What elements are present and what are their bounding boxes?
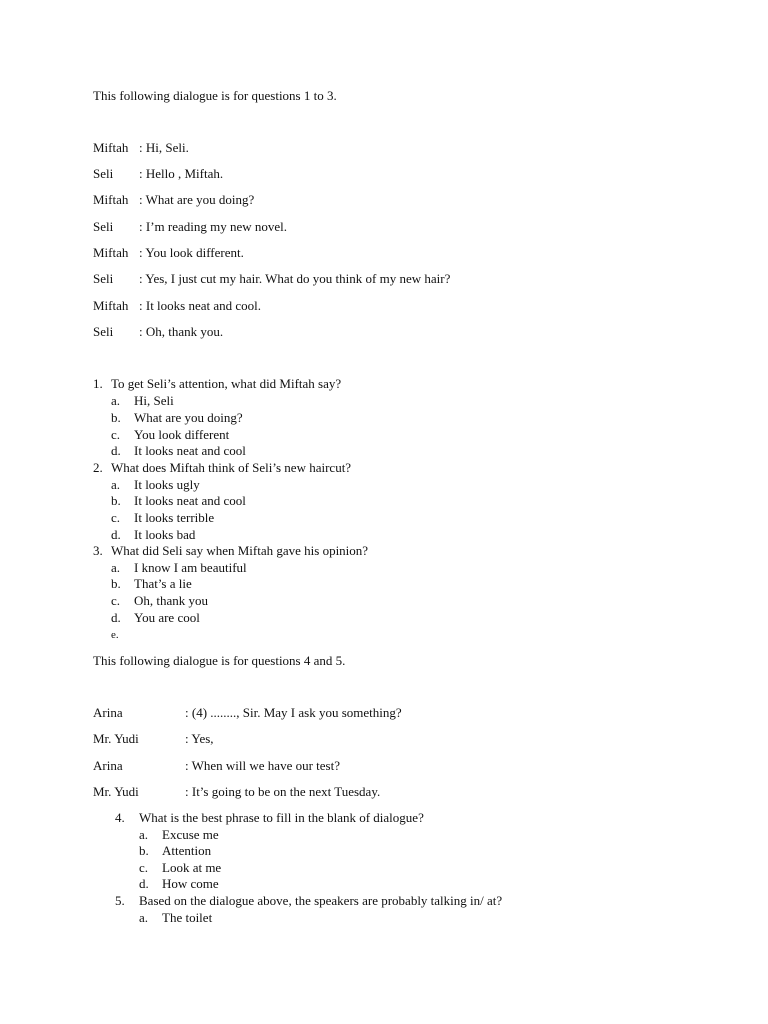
speaker-name: Miftah [93, 140, 129, 155]
dialogue-line: : Hello , Miftah. [139, 166, 224, 181]
option-letter: a. [111, 560, 121, 575]
option-letter: d. [111, 610, 121, 625]
question-text: What is the best phrase to fill in the blank of dialogue? [139, 810, 424, 825]
option-text: It looks neat and cool [134, 493, 246, 508]
question-text: What did Seli say when Miftah gave his opinion? [111, 543, 369, 558]
dialogue-line: : I’m reading my new novel. [139, 219, 288, 234]
speaker-name: Arina [93, 705, 123, 720]
dialogue-line: : It’s going to be on the next Tuesday. [185, 784, 381, 799]
option-letter: b. [139, 843, 149, 858]
question-number: 4. [115, 810, 125, 825]
dialogue-line: : You look different. [139, 245, 244, 260]
option-letter: c. [111, 593, 121, 608]
option-text: You are cool [134, 610, 200, 625]
speaker-name: Seli [93, 271, 114, 286]
option-text: It looks ugly [134, 477, 200, 492]
speaker-name: Seli [93, 324, 114, 339]
option-letter: d. [111, 527, 121, 542]
option-letter: a. [111, 393, 121, 408]
dialogue-line: : What are you doing? [139, 192, 255, 207]
question-number: 5. [115, 893, 125, 908]
speaker-name: Seli [93, 166, 114, 181]
option-text: It looks terrible [134, 510, 215, 525]
speaker-name: Miftah [93, 192, 129, 207]
dialogue-line: : When will we have our test? [185, 758, 340, 773]
speaker-name: Mr. Yudi [93, 731, 139, 746]
dialogue-line: : Hi, Seli. [139, 140, 189, 155]
option-letter: c. [111, 510, 121, 525]
intro-heading-1: This following dialogue is for questions 1 to 3. [93, 88, 337, 103]
option-letter: a. [111, 477, 121, 492]
dialogue-line: : Yes, I just cut my hair. What do you think of my new hair? [139, 271, 451, 286]
option-letter: a. [139, 827, 149, 842]
option-letter: d. [111, 443, 121, 458]
option-text: It looks bad [134, 527, 196, 542]
intro-heading-2: This following dialogue is for questions 4 and 5. [93, 653, 346, 668]
option-letter: c. [139, 860, 149, 875]
option-text: I know I am beautiful [134, 560, 247, 575]
option-letter: a. [139, 910, 149, 925]
question-text: What does Miftah think of Seli’s new haircut? [111, 460, 352, 475]
question-number: 1. [93, 376, 103, 391]
speaker-name: Mr. Yudi [93, 784, 139, 799]
option-letter: e. [111, 629, 119, 641]
speaker-name: Miftah [93, 298, 129, 313]
option-text: Look at me [162, 860, 222, 875]
dialogue-line: : Oh, thank you. [139, 324, 224, 339]
question-text: Based on the dialogue above, the speakers are probably talking in/ at? [139, 893, 503, 908]
option-text: That’s a lie [134, 576, 192, 591]
dialogue-line: : Yes, [185, 731, 214, 746]
dialogue-line: : It looks neat and cool. [139, 298, 262, 313]
option-letter: b. [111, 576, 121, 591]
question-number: 3. [93, 543, 103, 558]
option-text: Excuse me [162, 827, 219, 842]
option-letter: b. [111, 493, 121, 508]
option-letter: c. [111, 427, 121, 442]
option-text: Oh, thank you [134, 593, 209, 608]
dialogue-line: : (4) ........, Sir. May I ask you something? [185, 705, 402, 720]
option-text: Attention [162, 843, 212, 858]
option-text: What are you doing? [134, 410, 243, 425]
question-number: 2. [93, 460, 103, 475]
option-text: It looks neat and cool [134, 443, 246, 458]
option-letter: d. [139, 876, 149, 891]
speaker-name: Arina [93, 758, 123, 773]
option-text: The toilet [162, 910, 213, 925]
speaker-name: Miftah [93, 245, 129, 260]
speaker-name: Seli [93, 219, 114, 234]
option-letter: b. [111, 410, 121, 425]
question-text: To get Seli’s attention, what did Miftah say? [111, 376, 342, 391]
option-text: How come [162, 876, 219, 891]
option-text: You look different [134, 427, 230, 442]
option-text: Hi, Seli [134, 393, 174, 408]
